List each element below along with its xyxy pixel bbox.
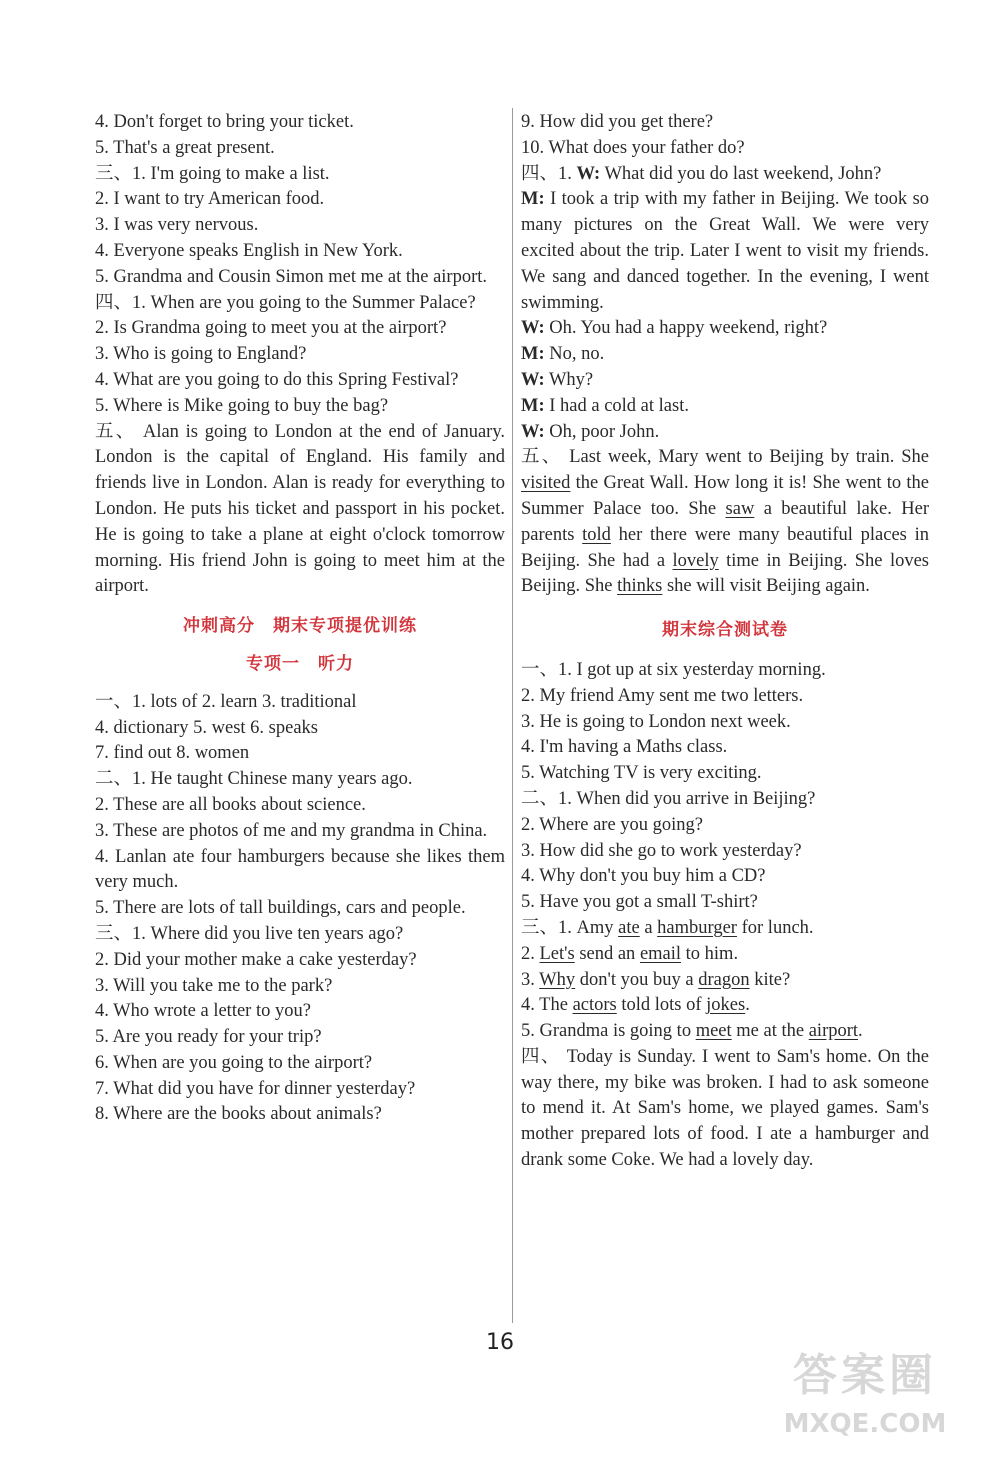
answer-line: 4. Don't forget to bring your ticket. xyxy=(95,112,354,132)
answer-line xyxy=(521,993,929,1019)
underlined-word: dragon xyxy=(698,969,750,990)
answer-line: 6. When are you going to the airport? xyxy=(95,1052,373,1073)
answer-line: 4. Lanlan ate four hamburgers because she likes them very much. xyxy=(95,846,505,893)
answer-line: 3. Who is going to England? xyxy=(95,344,307,365)
answer-line: 4. dictionary 5. west 6. speaks xyxy=(95,717,318,738)
answer-line: 3. Will you take me to the park? xyxy=(95,975,333,996)
dialogue-text: No, no. xyxy=(549,344,605,365)
answer-text: 3. xyxy=(521,969,540,990)
answer-line: 5. Have you got a small T-shirt? xyxy=(521,892,758,913)
answer-line: 9. How did you get there? xyxy=(521,112,714,132)
dialogue-line xyxy=(521,187,929,316)
answer-line xyxy=(521,916,929,942)
answer-text: 三、1. Amy xyxy=(521,917,619,938)
column-divider xyxy=(512,108,513,1323)
dialogue-line xyxy=(521,368,929,394)
underlined-word: meet xyxy=(695,1021,732,1042)
underlined-word: ate xyxy=(618,917,640,938)
passage-text: she will visit Beijing again. xyxy=(662,576,870,597)
passage-paragraph xyxy=(521,445,929,600)
speaker-label: W: xyxy=(576,163,601,184)
left-column xyxy=(95,110,505,1128)
dialogue-text: I had a cold at last. xyxy=(549,395,689,416)
dialogue-line xyxy=(521,394,929,420)
passage-text: 五、 Last week, Mary went to Beijing by train. She xyxy=(521,447,929,468)
answer-line: 10. What does your father do? xyxy=(521,137,745,158)
answer-line: 2. My friend Amy sent me two letters. xyxy=(521,685,804,706)
answer-line: 8. Where are the books about animals? xyxy=(95,1104,382,1125)
answer-line: 4. Why don't you buy him a CD? xyxy=(521,866,766,887)
right-column xyxy=(521,110,929,1174)
dialogue-line xyxy=(521,420,929,446)
underlined-word: actors xyxy=(572,995,617,1016)
section-title-part: 期末专项提优训练 xyxy=(273,616,417,637)
answer-line: 2. Is Grandma going to meet you at the airport? xyxy=(95,318,447,339)
speaker-label: M: xyxy=(521,395,545,416)
answer-line: 3. I was very nervous. xyxy=(95,215,259,236)
section-title: 期末综合测试卷 xyxy=(662,620,788,641)
answer-line: 3. How did she go to work yesterday? xyxy=(521,840,802,861)
answer-text: me at the xyxy=(731,1021,809,1042)
speaker-label: W: xyxy=(521,421,545,442)
underlined-word: thinks xyxy=(617,576,663,597)
speaker-label: W: xyxy=(521,318,545,339)
answer-line: 2. Did your mother make a cake yesterday? xyxy=(95,949,417,970)
underlined-word: saw xyxy=(725,498,755,519)
answer-line: 7. What did you have for dinner yesterday? xyxy=(95,1078,416,1099)
answer-line: 四、1. When are you going to the Summer Palace? xyxy=(95,292,476,313)
answer-text: 4. The xyxy=(521,995,573,1016)
passage-paragraph: 五、 Alan is going to London at the end of January. London is the capital of England. His family and friends live in London. Alan is ready for everything to London. He puts his ticket and passport in his pocket. He is going to take a plane at eight o'clock tomorrow morning. His friend John is going to meet him at the airport. xyxy=(95,421,505,597)
answer-line: 三、1. I'm going to make a list. xyxy=(95,163,330,184)
passage-text: time in Beijing. She loves Beijing. She xyxy=(521,550,929,597)
answer-line xyxy=(521,968,929,994)
dialogue-line xyxy=(521,316,929,342)
answer-text: . xyxy=(745,995,750,1016)
dialogue-text: Oh. You had a happy weekend, right? xyxy=(549,318,828,339)
answer-text: 2. xyxy=(521,943,540,964)
answer-text: send an xyxy=(574,943,640,964)
underlined-word: email xyxy=(639,943,682,964)
answer-line: 4. What are you going to do this Spring Festival? xyxy=(95,369,459,390)
answer-line: 3. He is going to London next week. xyxy=(521,711,791,732)
answer-line: 一、1. lots of 2. learn 3. traditional xyxy=(95,691,357,712)
answer-line: 5. Watching TV is very exciting. xyxy=(521,763,762,784)
answer-line: 3. These are photos of me and my grandma in China. xyxy=(95,820,488,841)
underlined-word: Why xyxy=(539,969,576,990)
subsection-title-part: 专项一 xyxy=(246,653,300,674)
dialogue-text: What did you do last weekend, John? xyxy=(604,163,882,184)
watermark-logo xyxy=(750,1339,980,1457)
answer-text: don't you buy a xyxy=(575,969,699,990)
section-title xyxy=(95,614,505,640)
answer-line: 4. I'm having a Maths class. xyxy=(521,737,728,758)
answer-line: 一、1. I got up at six yesterday morning. xyxy=(521,659,826,680)
answer-line xyxy=(521,1019,929,1045)
answer-line: 2. Where are you going? xyxy=(521,814,704,835)
speaker-label: W: xyxy=(521,369,545,390)
section-title-part: 冲刺高分 xyxy=(183,616,255,637)
answer-line: 5. That's a great present. xyxy=(95,137,275,158)
underlined-word: visited xyxy=(521,473,571,494)
item-number: 四、1. xyxy=(521,163,572,184)
watermark-url: MXQE.COM xyxy=(783,1409,947,1439)
underlined-word: hamburger xyxy=(657,917,737,938)
page-number: 16 xyxy=(486,1330,514,1355)
underlined-word: told xyxy=(582,524,611,545)
underlined-word: jokes xyxy=(706,995,746,1016)
answer-line: 三、1. Where did you live ten years ago? xyxy=(95,923,404,944)
speaker-label: M: xyxy=(521,189,545,210)
underlined-word: Let's xyxy=(539,943,575,964)
answer-line: 5. Where is Mike going to buy the bag? xyxy=(95,395,389,416)
answer-line: 二、1. He taught Chinese many years ago. xyxy=(95,769,413,790)
dialogue-text: Oh, poor John. xyxy=(549,421,660,442)
answer-line: 2. These are all books about science. xyxy=(95,794,366,815)
answer-text: for lunch. xyxy=(736,917,814,938)
answer-text: . xyxy=(858,1021,863,1042)
subsection-title-part: 听力 xyxy=(318,653,354,674)
passage-text: her there were many beautiful places in Beijing. She had a xyxy=(521,524,929,571)
answer-text: to him. xyxy=(681,943,739,964)
passage-text: a beautiful lake. Her parents xyxy=(521,498,929,545)
speaker-label: M: xyxy=(521,344,545,365)
subsection-title xyxy=(95,652,505,678)
answer-line: 4. Who wrote a letter to you? xyxy=(95,1001,311,1022)
answer-text: told lots of xyxy=(616,995,707,1016)
underlined-word: lovely xyxy=(672,550,719,571)
answer-line: 二、1. When did you arrive in Beijing? xyxy=(521,788,816,809)
watermark-text: 答案圈 xyxy=(793,1350,937,1401)
answer-line: 4. Everyone speaks English in New York. xyxy=(95,240,403,261)
answer-line: 5. Grandma and Cousin Simon met me at the airport. xyxy=(95,266,488,287)
answer-text: a xyxy=(639,917,658,938)
underlined-word: airport xyxy=(808,1021,859,1042)
dialogue-text: I took a trip with my father in Beijing. We took so many pictures on the Great Wall. We were very excited about the trip. Later I went to visit my friends. We sang and danced together. In the evening, I went swimming. xyxy=(521,189,930,313)
answer-text: kite? xyxy=(749,969,791,990)
dialogue-line xyxy=(521,342,929,368)
answer-line: 2. I want to try American food. xyxy=(95,189,325,210)
answer-line: 5. There are lots of tall buildings, cars and people. xyxy=(95,898,466,919)
dialogue-text: Why? xyxy=(548,369,594,390)
answer-line: 7. find out 8. women xyxy=(95,743,250,764)
answer-line: 5. Are you ready for your trip? xyxy=(95,1027,322,1048)
answer-line xyxy=(521,942,929,968)
answer-text: 5. Grandma is going to xyxy=(521,1021,696,1042)
passage-paragraph: 四、 Today is Sunday. I went to Sam's home. On the way there, my bike was broken. I had to ask someone to mend it. At Sam's home, we played games. Sam's mother prepared lots of food. I ate a hamburger and drank some Coke. We had a lovely day. xyxy=(521,1046,929,1171)
passage-text: the Great Wall. How long it is! She went to the Summer Palace too. She xyxy=(521,473,929,519)
dialogue-line xyxy=(521,162,929,188)
